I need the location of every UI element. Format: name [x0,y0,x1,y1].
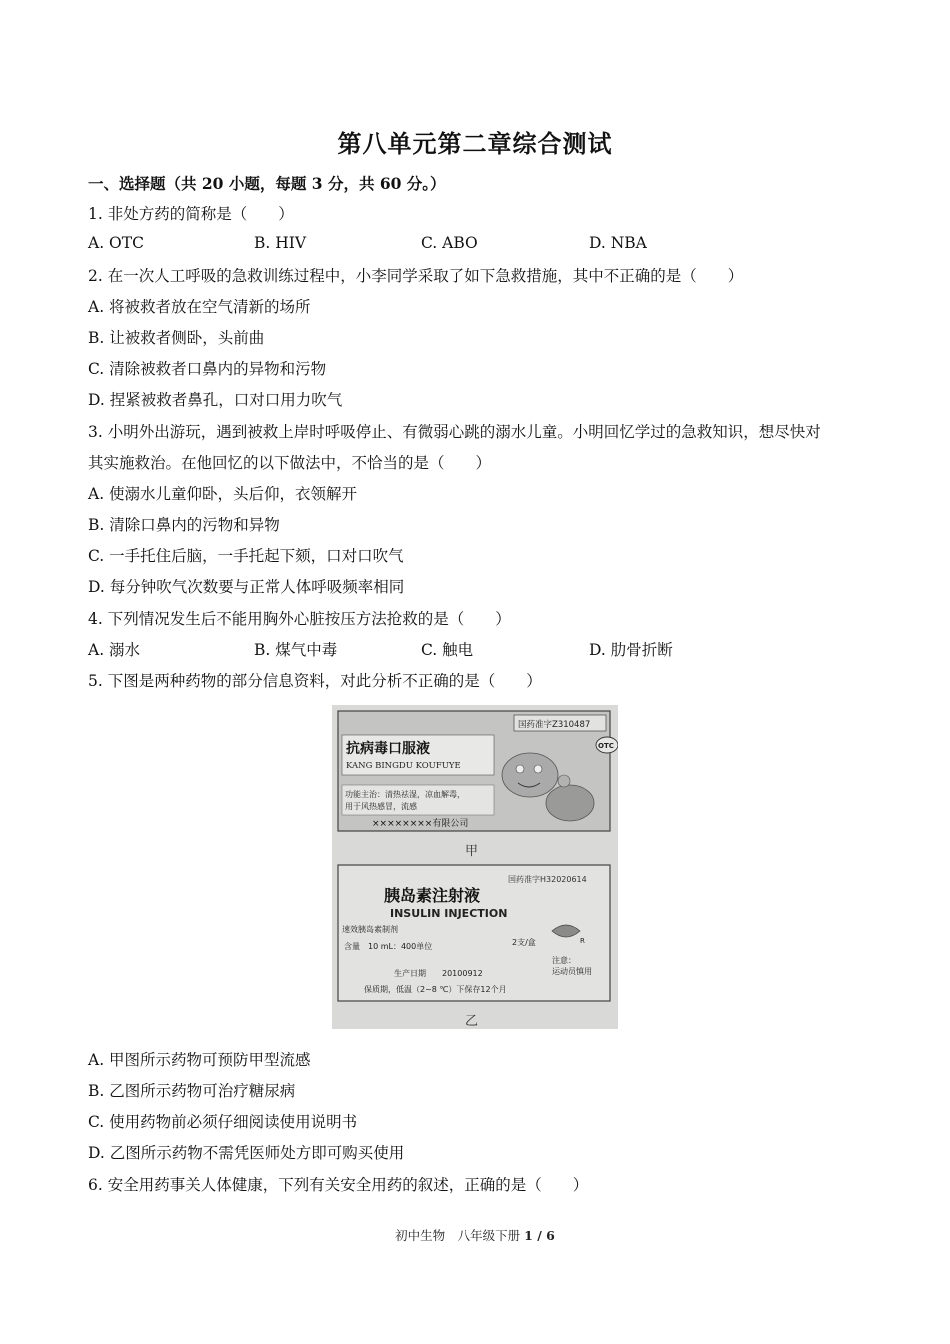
q2-option-a: A. 将被救者放在空气清新的场所 [88,298,311,316]
figure-label-jia: 甲 [465,844,479,859]
question-6-stem: 6. 安全用药事关人体健康，下列有关安全用药的叙述，正确的是（ ） [88,1176,589,1194]
q1-option-d: D. NBA [589,234,647,252]
drug-info-figure [332,705,618,1029]
yi-drug-name: 胰岛素注射液 [384,886,481,905]
question-1-stem: 1. 非处方药的简称是（ ） [88,205,294,223]
jia-function-line1: 功能主治：清热祛湿，凉血解毒， [345,790,465,799]
q3-option-d: D. 每分钟吹气次数要与正常人体呼吸频率相同 [88,578,405,596]
q1-option-b: B. HIV [254,234,307,252]
yi-content: 含量 10 mL：400单位 [344,942,433,951]
jia-function-line2: 用于风热感冒，流感 [345,802,417,811]
yi-drug-type: 速效胰岛素制剂 [342,925,398,934]
q2-option-d: D. 捏紧被救者鼻孔，口对口用力吹气 [88,391,343,409]
page-number: 1 / 6 [524,1228,555,1243]
q1-option-c: C. ABO [421,234,478,252]
q5-option-d: D. 乙图所示药物不需凭医师处方即可购买使用 [88,1144,405,1162]
q3-option-a: A. 使溺水儿童仰卧，头后仰，衣领解开 [88,485,358,503]
question-2-stem: 2. 在一次人工呼吸的急救训练过程中，小李同学采取了如下急救措施，其中不正确的是（ ） [88,267,744,285]
drug-card-yi [338,865,610,1001]
q4-option-c: C. 触电 [421,641,474,659]
q5-option-c: C. 使用药物前必须仔细阅读使用说明书 [88,1113,358,1131]
q4-option-b: B. 煤气中毒 [254,641,338,659]
footer-text: 初中生物 八年级下册 [395,1228,521,1243]
q3-option-b: B. 清除口鼻内的污物和异物 [88,516,280,534]
jia-drug-pinyin: KANG BINGDU KOUFUYE [346,761,461,771]
question-3-stem-line1: 3. 小明外出游玩，遇到被救上岸时呼吸停止、有微弱心跳的溺水儿童。小明回忆学过的急救知识，想尽快对 [88,423,821,441]
q5-option-b: B. 乙图所示药物可治疗糖尿病 [88,1082,296,1100]
q2-option-c: C. 清除被救者口鼻内的异物和污物 [88,360,327,378]
q2-option-b: B. 让被救者侧卧，头前曲 [88,329,265,347]
jia-approval-number: 国药准字Z310487 [518,720,591,730]
yi-pack: 2支/盒 [512,938,536,947]
page-footer [0,1226,950,1244]
yi-note-label: 注意： [552,956,576,965]
q4-option-a: A. 溺水 [88,641,141,659]
question-5-stem: 5. 下图是两种药物的部分信息资料，对此分析不正确的是（ ） [88,672,542,690]
figure-label-yi: 乙 [465,1014,479,1029]
page-title: 第八单元第二章综合测试 [337,129,613,158]
jia-drug-name: 抗病毒口服液 [346,741,430,757]
yi-registered-mark: R [580,937,585,945]
q5-option-a: A. 甲图所示药物可预防甲型流感 [88,1051,311,1069]
yi-note-text: 运动员慎用 [552,967,592,976]
otc-logo-text: OTC [598,742,614,750]
jia-company: ××××××××有限公司 [372,819,469,829]
question-3-stem-line2: 其实施救治。在他回忆的以下做法中，不恰当的是（ ） [88,454,492,472]
section-heading: 一、选择题（共 20 小题，每题 3 分，共 60 分。） [88,174,446,193]
yi-production-date: 生产日期 20100912 [394,969,483,978]
q3-option-c: C. 一手托住后脑，一手托起下颏，口对口吹气 [88,547,404,565]
drug-card-jia [338,711,618,831]
yi-approval-number: 国药准字H32020614 [508,875,587,884]
q1-option-a: A. OTC [88,234,144,252]
yi-drug-english: INSULIN INJECTION [390,907,508,920]
question-4-stem: 4. 下列情况发生后不能用胸外心脏按压方法抢救的是（ ） [88,610,511,628]
yi-storage: 保质期，低温（2~8 ℃）下保存12个月 [364,985,507,994]
q4-option-d: D. 肋骨折断 [589,641,673,659]
